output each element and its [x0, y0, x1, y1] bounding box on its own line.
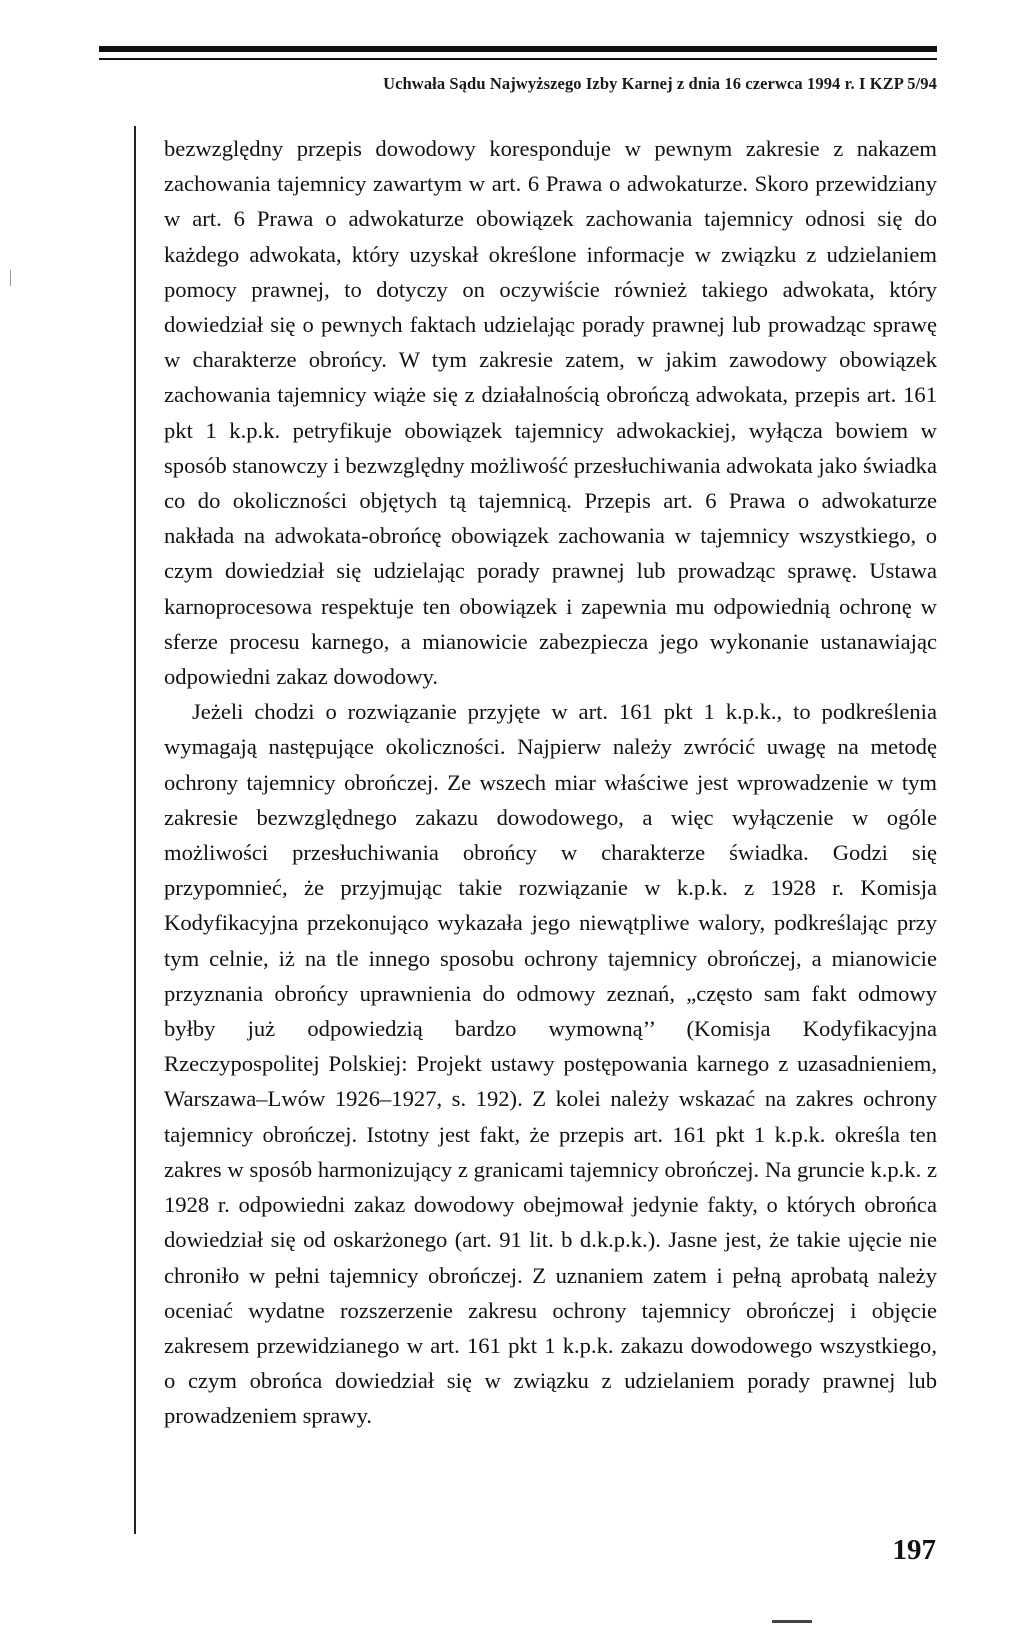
header-rule-thin	[99, 58, 937, 60]
scan-bottom-mark	[772, 1620, 812, 1623]
paragraph-2: Jeżeli chodzi o rozwiązanie przyjęte w art. 161 pkt 1 k.p.k., to podkreślenia wymagają następujące okoliczności. Najpierw należy zwrócić uwagę na metodę ochrony tajemnicy obrończej. Ze wszech miar właściwe jest wprowadzenie w tym zakresie bezwzględnego zakazu dowodowego, a więc wyłączenie w ogóle możliwości przesłuchiwania obrońcy w charakterze świadka. Godzi się przypomnieć, że przyjmując takie rozwiązanie w k.p.k. z 1928 r. Komisja Kodyfikacyjna przekonująco wykazała jego niewątpliwe walory, podkreślając przy tym celnie, iż na tle innego sposobu ochrony tajemnicy obrończej, a mianowicie przyznania obrońcy uprawnienia do odmowy zeznań, „często sam fakt odmowy byłby już odpowiedzią bardzo wymowną’’ (Komisja Kodyfikacyjna Rzeczypospolitej Polskiej: Projekt ustawy postępowania karnego z uzasadnieniem, Warszawa–Lwów 1926–1927, s. 192). Z kolei należy wskazać na zakres ochrony tajemnicy obrończej. Istotny jest fakt, że przepis art. 161 pkt 1 k.p.k. określa ten zakres w sposób harmonizujący z granicami tajemnicy obrończej. Na gruncie k.p.k. z 1928 r. odpowiedni zakaz dowodowy obejmował jedynie fakty, o których obrońca dowiedział się od oskarżonego (art. 91 lit. b d.k.p.k.). Jasne jest, że takie ujęcie nie chroniło w pełni tajemnicy obrończej. Z uznaniem zatem i pełną aprobatą należy oceniać wydatne rozszerzenie zakresu ochrony tajemnicy obrończej i objęcie zakresem przewidzianego w art. 161 pkt 1 k.p.k. zakazu dowodowego wszystkiego, o czym obrońca dowiedział się w związku z udzielaniem porady prawnej lub prowadzeniem sprawy.	[164, 699, 937, 1429]
header-rule-thick	[99, 46, 937, 52]
paragraph-1: bezwzględny przepis dowodowy koresponduje w pewnym zakresie z nakazem zachowania tajemnicy zawartym w art. 6 Prawa o adwokaturze. Skoro przewidziany w art. 6 Prawa o adwokaturze obowiązek zachowania tajemnicy odnosi się do każdego adwokata, który uzyskał określone informacje w związku z udzielaniem pomocy prawnej, to dotyczy on oczywiście również takiego adwokata, który dowiedział się o pewnych faktach udzielając porady prawnej lub prowadząc sprawę w charakterze obrońcy. W tym zakresie zatem, w jakim zawodowy obowiązek zachowania tajemnicy wiąże się z działalnością obrończą adwokata, przepis art. 161 pkt 1 k.p.k. petryfikuje obowiązek tajemnicy adwokackiej, wyłącza bowiem w sposób stanowczy i bezwzględny możliwość przesłuchiwania adwokata jako świadka co do okoliczności objętych tą tajemnicą. Przepis art. 6 Prawa o adwokaturze nakłada na adwokata-obrońcę obowiązek zachowania w tajemnicy wszystkiego, o czym dowiedział się udzielając porady prawnej lub prowadząc sprawę. Ustawa karnoprocesowa respektuje ten obowiązek i zapewnia mu odpowiednią ochronę w sferze procesu karnego, a mianowicie zabezpiecza jego wykonanie ustanawiając odpowiedni zakaz dowodowy.	[164, 136, 937, 690]
page-number: 197	[892, 1534, 936, 1566]
scan-margin-mark	[10, 270, 11, 286]
running-header: Uchwała Sądu Najwyższego Izby Karnej z dnia 16 czerwca 1994 r. I KZP 5/94	[383, 74, 937, 93]
body-text	[164, 131, 937, 1434]
margin-vertical-rule	[134, 126, 136, 1534]
